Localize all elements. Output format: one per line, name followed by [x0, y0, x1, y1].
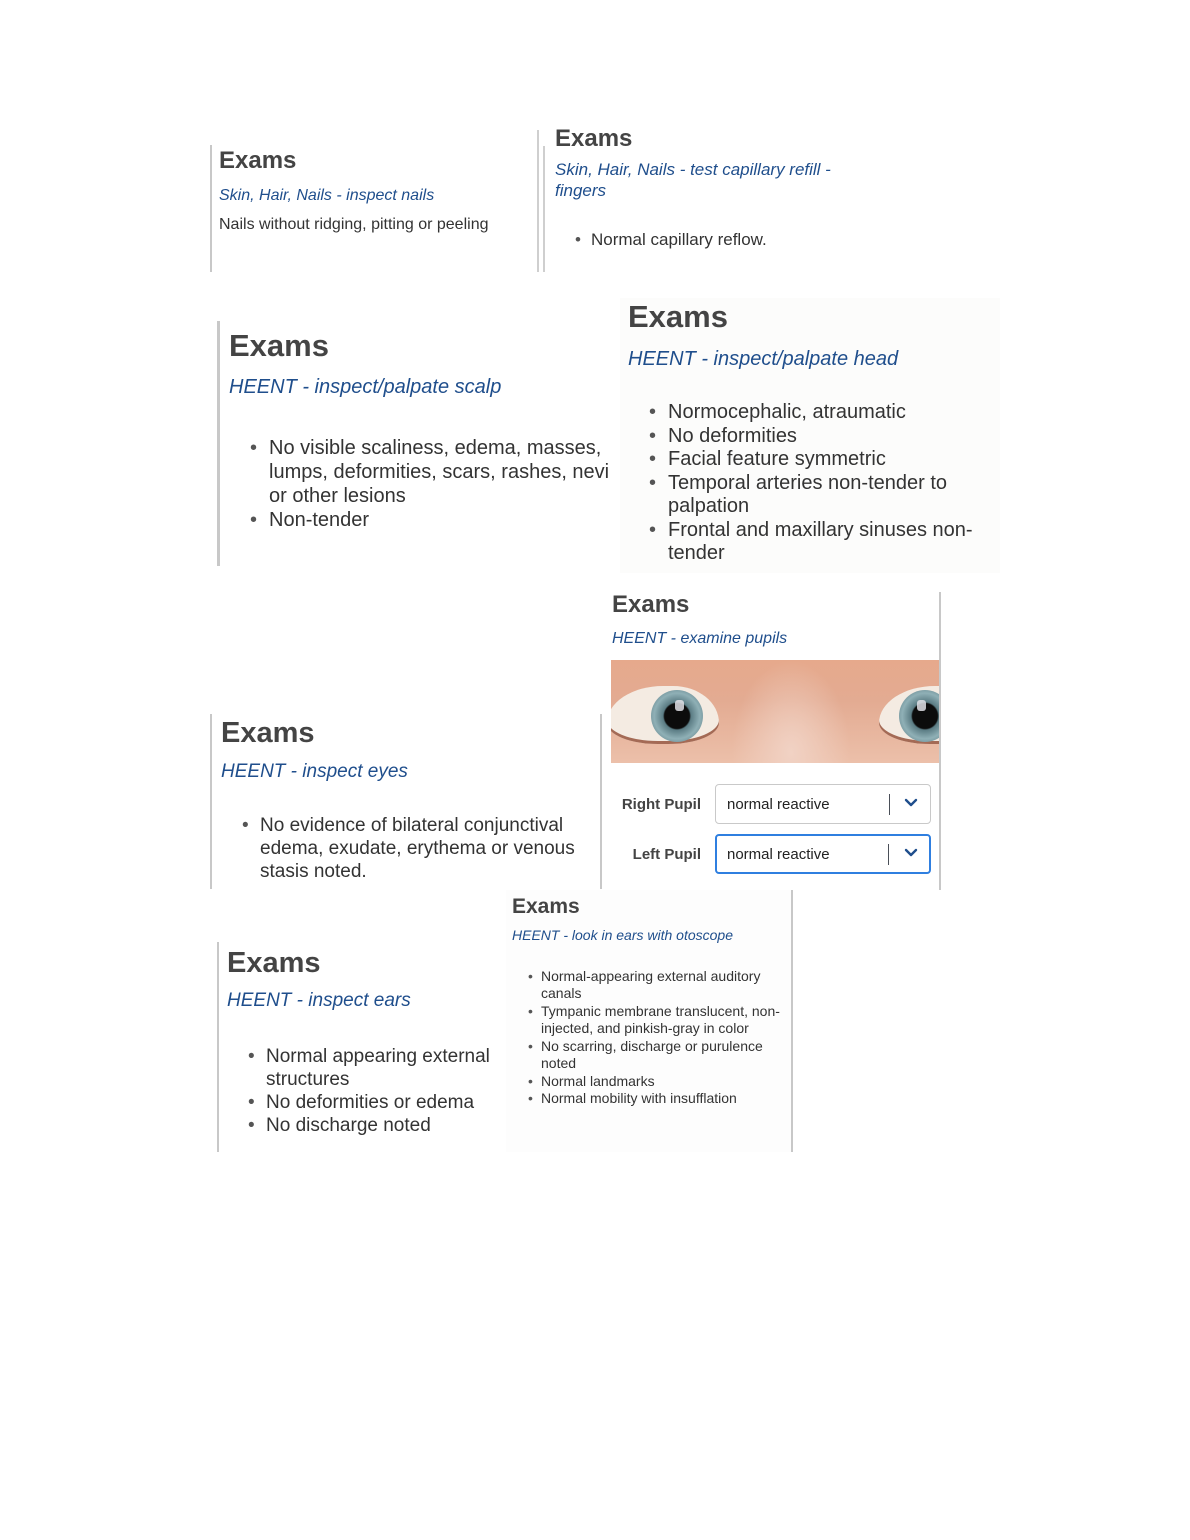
right-pupil-select[interactable] — [715, 784, 931, 824]
left-pupil-label: Left Pupil — [632, 846, 701, 863]
panel-title: Exams — [221, 717, 315, 749]
exam-panel-inspect-ears — [217, 942, 509, 1152]
finding-item: • Tympanic membrane translucent, non-injected, and pinkish-gray in color — [541, 1003, 791, 1038]
exam-subtitle: Skin, Hair, Nails - inspect nails — [219, 187, 435, 205]
exam-panel-inspect-nails — [210, 145, 540, 272]
exam-subtitle: HEENT - examine pupils — [612, 630, 788, 648]
finding-item: • Frontal and maxillary sinuses non-tender — [668, 519, 988, 566]
finding-item: • Non-tender — [269, 508, 624, 532]
left-pupil-row — [603, 834, 933, 876]
exam-finding: Nails without ridging, pitting or peeling — [219, 216, 489, 234]
select-separator — [888, 844, 889, 865]
exam-subtitle: HEENT - inspect eyes — [221, 760, 408, 782]
findings-list — [628, 401, 1000, 566]
left-eye-image — [879, 686, 939, 744]
exam-panel-inspect-eyes — [210, 714, 602, 889]
findings-list — [512, 968, 791, 1108]
finding-item: • Normal capillary reflow. — [591, 230, 867, 250]
panel-title: Exams — [612, 591, 690, 618]
panel-title: Exams — [227, 947, 321, 979]
panel-title: Exams — [555, 126, 633, 152]
finding-item: • No deformities — [668, 425, 988, 449]
eyes-photo — [611, 660, 939, 763]
chevron-down-icon[interactable] — [904, 798, 918, 808]
finding-item: • Normal appearing external structures — [266, 1045, 511, 1091]
finding-item: • Temporal arteries non-tender to palpation — [668, 472, 988, 519]
finding-item: • Normocephalic, atraumatic — [668, 401, 988, 425]
finding-item: • Normal landmarks — [541, 1073, 791, 1091]
finding-item: • Normal-appearing external auditory canals — [541, 968, 791, 1003]
exam-panel-otoscope — [506, 890, 793, 1152]
finding-item: • No evidence of bilateral conjunctival edema, exudate, erythema or venous stasis noted. — [260, 814, 600, 883]
exam-panel-inspect-head — [620, 298, 1000, 573]
finding-item: • No scarring, discharge or purulence noted — [541, 1038, 791, 1073]
select-separator — [889, 794, 890, 815]
chevron-down-icon[interactable] — [904, 848, 918, 858]
exam-panel-inspect-scalp — [217, 321, 622, 566]
finding-item: • Normal mobility with insufflation — [541, 1090, 791, 1108]
finding-item: • No discharge noted — [266, 1114, 511, 1137]
select-value: normal reactive — [727, 846, 830, 863]
panel-title: Exams — [512, 895, 580, 918]
findings-list — [555, 230, 867, 250]
finding-item: • No visible scaliness, edema, masses, lumps, deformities, scars, rashes, nevi or other lesions — [269, 436, 624, 508]
exam-subtitle: HEENT - inspect/palpate scalp — [229, 376, 502, 399]
exam-panel-capillary-refill — [537, 126, 867, 272]
right-pupil-label: Right Pupil — [621, 796, 701, 813]
finding-item: • No deformities or edema — [266, 1091, 511, 1114]
exam-subtitle: HEENT - inspect/palpate head — [628, 348, 899, 371]
right-pupil-row — [603, 784, 933, 826]
exam-subtitle: HEENT - inspect ears — [227, 989, 411, 1011]
right-eye-image — [611, 686, 719, 744]
select-value: normal reactive — [727, 796, 830, 813]
exam-panel-examine-pupils — [603, 592, 941, 890]
findings-list — [229, 436, 622, 532]
findings-list — [221, 814, 600, 883]
findings-list — [227, 1045, 509, 1137]
panel-title: Exams — [219, 147, 297, 174]
exam-subtitle: Skin, Hair, Nails - test capillary refill - fingers — [555, 160, 831, 201]
finding-item: • Facial feature symmetric — [668, 448, 988, 472]
exam-subtitle: HEENT - look in ears with otoscope — [512, 927, 733, 944]
left-pupil-select[interactable] — [715, 834, 931, 874]
panel-title: Exams — [628, 299, 728, 334]
panel-title: Exams — [229, 328, 329, 363]
